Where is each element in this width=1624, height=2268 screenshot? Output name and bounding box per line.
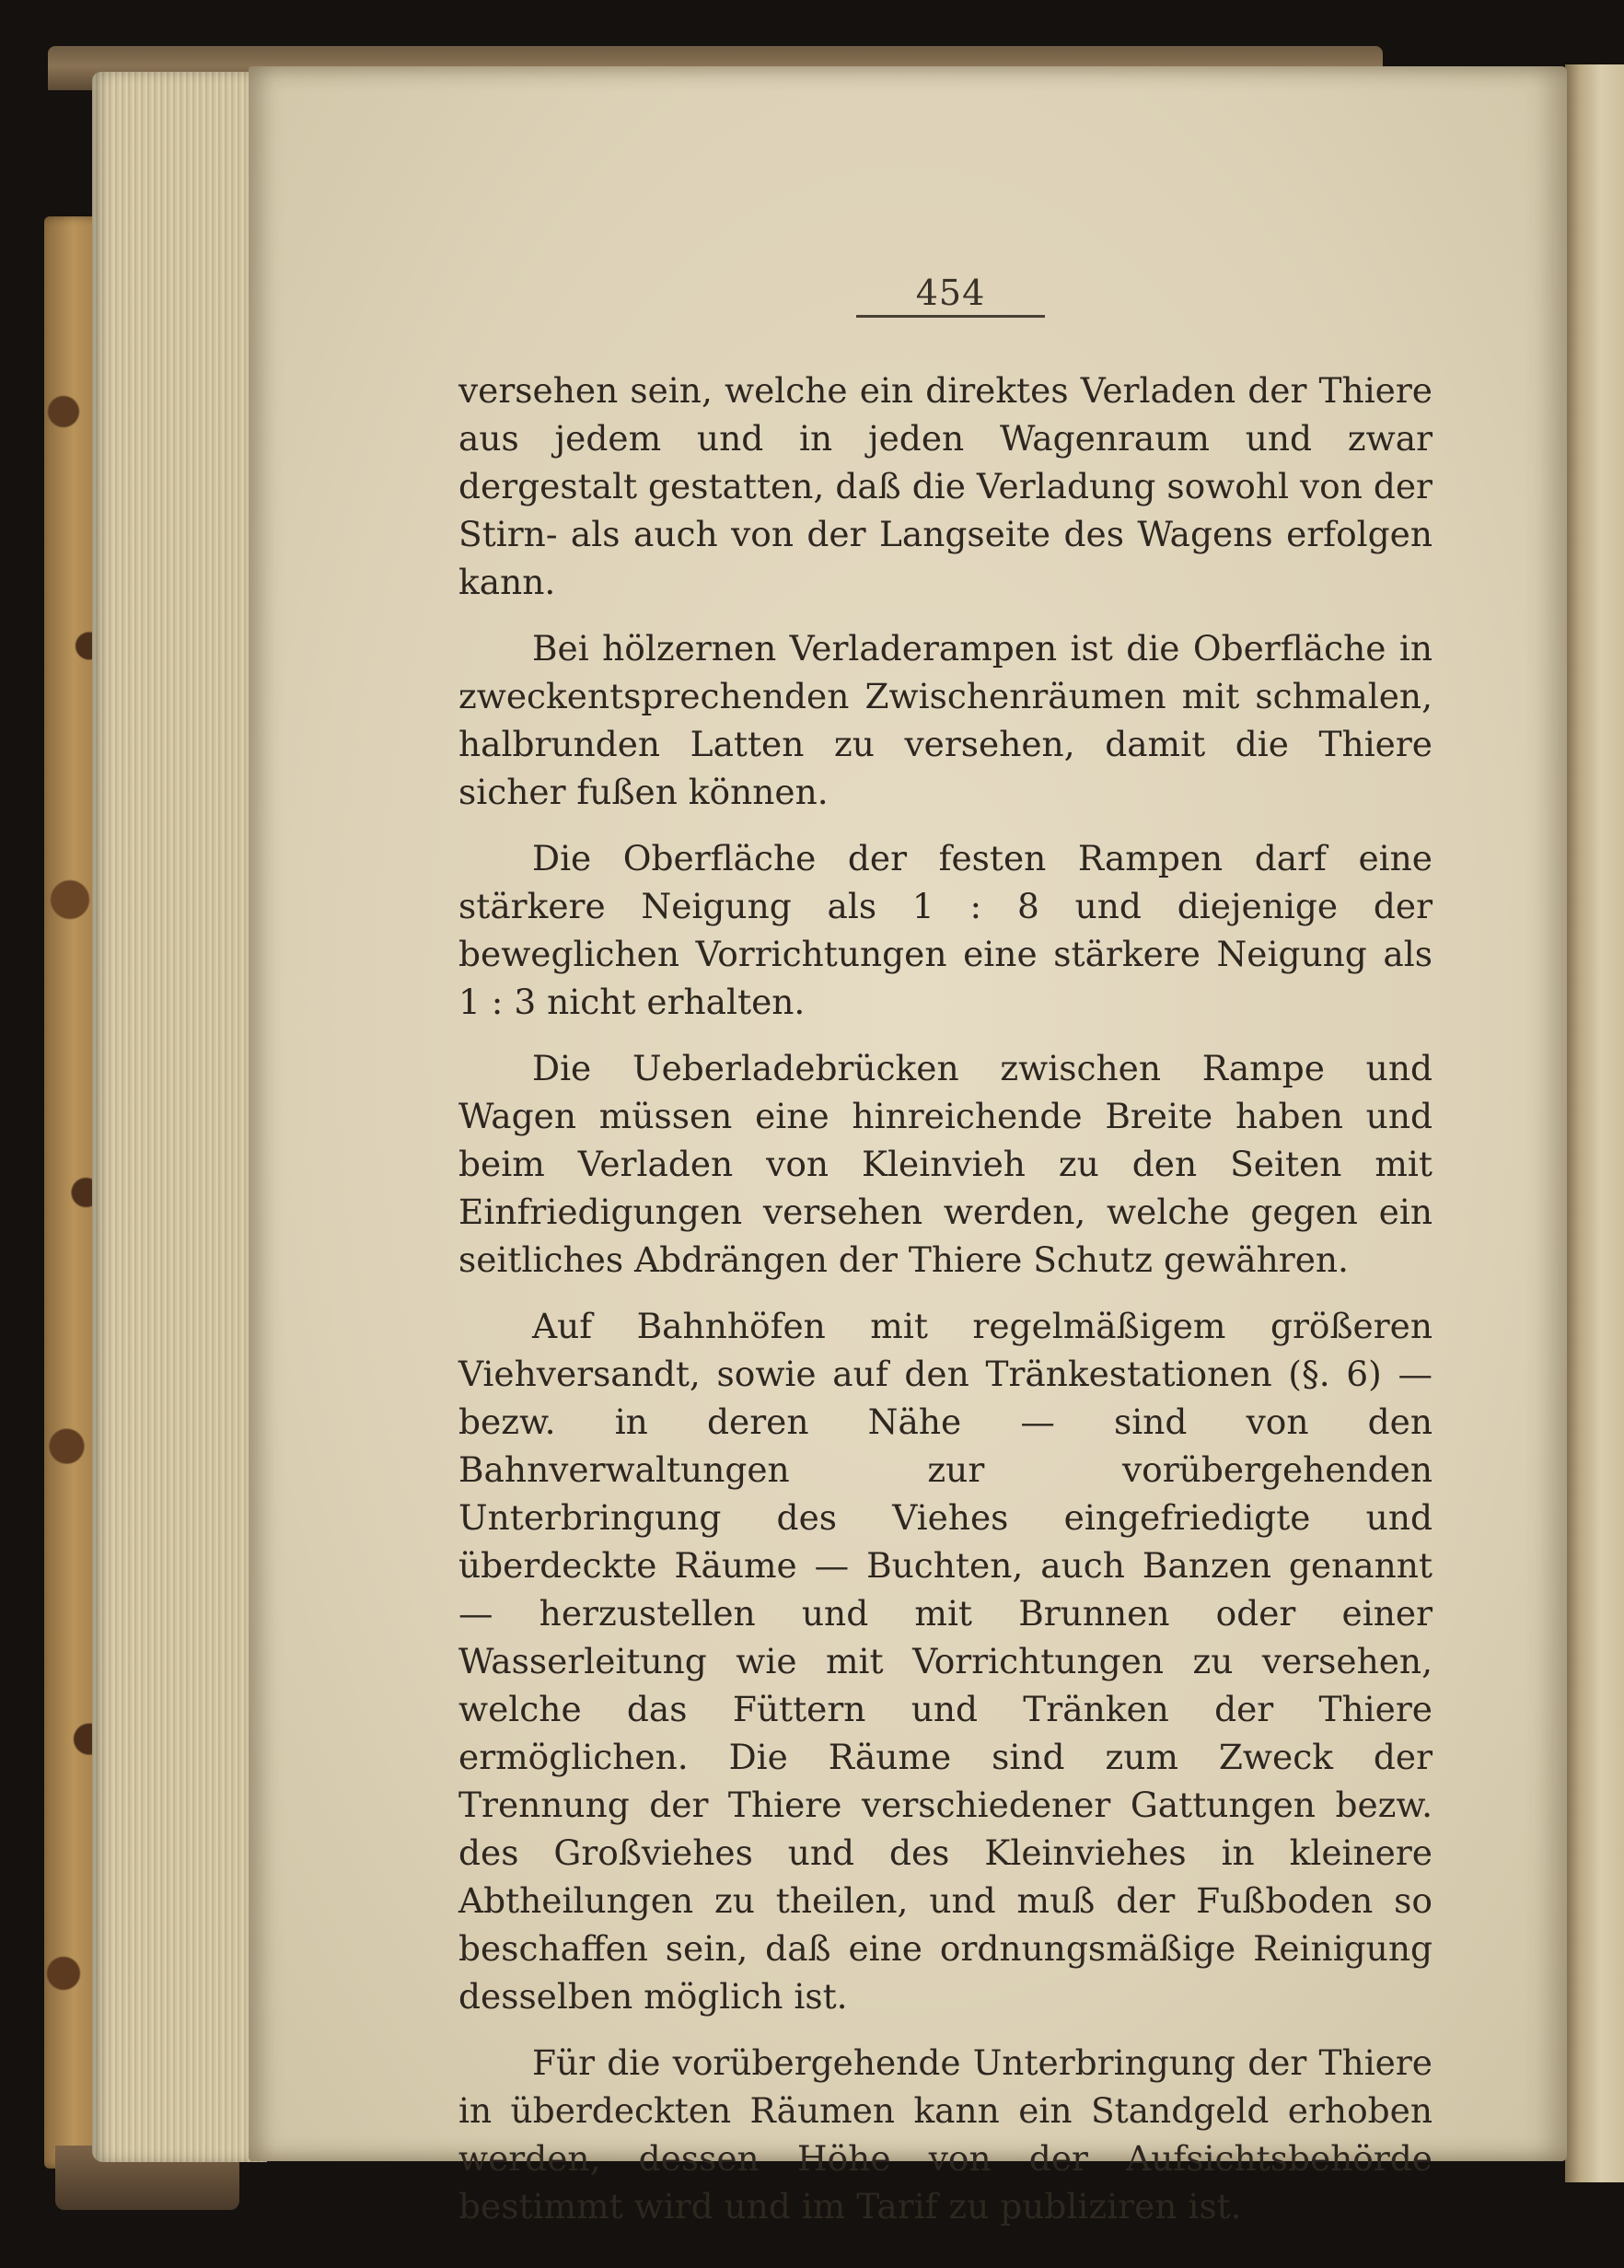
paragraph-ramp-incline: Die Oberfläche der festen Rampen darf eine stärkere Neigung als 1 : 8 und diejenige der beweglichen Vorrichtungen eine stärkere Neigung als 1 : 3 nicht erhalten.	[458, 838, 1433, 1022]
paragraph-station-pens: Auf Bahnhöfen mit regelmäßigem größeren Viehversandt, sowie auf den Tränkestationen (§. 6) — bezw. in deren Nähe — sind von den Bahnverwaltungen zur vorübergehenden Unterbringung des Viehes eingefriedigte und überdeckte Räume — Buchten, auch Banzen genannt — herzustellen und mit Brunnen oder einer Wasserleitung wie mit Vorrichtungen zu versehen, welche das Füttern und Tränken der Thiere ermöglichen. Die Räume sind zum Zweck der Trennung der Thiere verschiedener Gattungen bezw. des Großviehes und des Kleinviehes in kleinere Abtheilungen zu theilen, und muß der Fußboden so beschaffen sein, daß eine ordnungsmäßige Reinigung desselben möglich ist.	[458, 1306, 1433, 2017]
page-number: 454	[915, 273, 986, 313]
page-number-rule	[856, 315, 1045, 318]
stacked-page-edges	[92, 72, 267, 2162]
page-header	[856, 273, 1045, 318]
book-gutter	[1565, 64, 1624, 2182]
page-text	[458, 366, 1433, 2249]
paragraph-loading-bridges: Die Ueberladebrücken zwischen Rampe und Wagen müssen eine hinreichende Breite haben und beim Verladen von Kleinvieh zu den Seiten mit Einfriedigungen versehen werden, welche gegen ein seitliches Abdrängen der Thiere Schutz gewähren.	[458, 1048, 1433, 1280]
paragraph-continuation: versehen sein, welche ein direktes Verladen der Thiere aus jedem und in jeden Wagenraum und zwar dergestalt gestatten, daß die Verladung sowohl von der Stirn- als auch von der Langseite des Wagens erfolgen kann.	[458, 370, 1433, 602]
paragraph-stall-fee: Für die vorübergehende Unterbringung der Thiere in überdeckten Räumen kann ein Standgeld erhoben werden, dessen Höhe von der Aufsichtsbehörde bestimmt wird und im Tarif zu publiziren ist.	[458, 2042, 1433, 2227]
paragraph-wooden-ramps: Bei hölzernen Verladerampen ist die Oberfläche in zweckentsprechenden Zwischenräumen mit schmalen, halbrunden Latten zu versehen, damit die Thiere sicher fußen können.	[458, 628, 1433, 812]
